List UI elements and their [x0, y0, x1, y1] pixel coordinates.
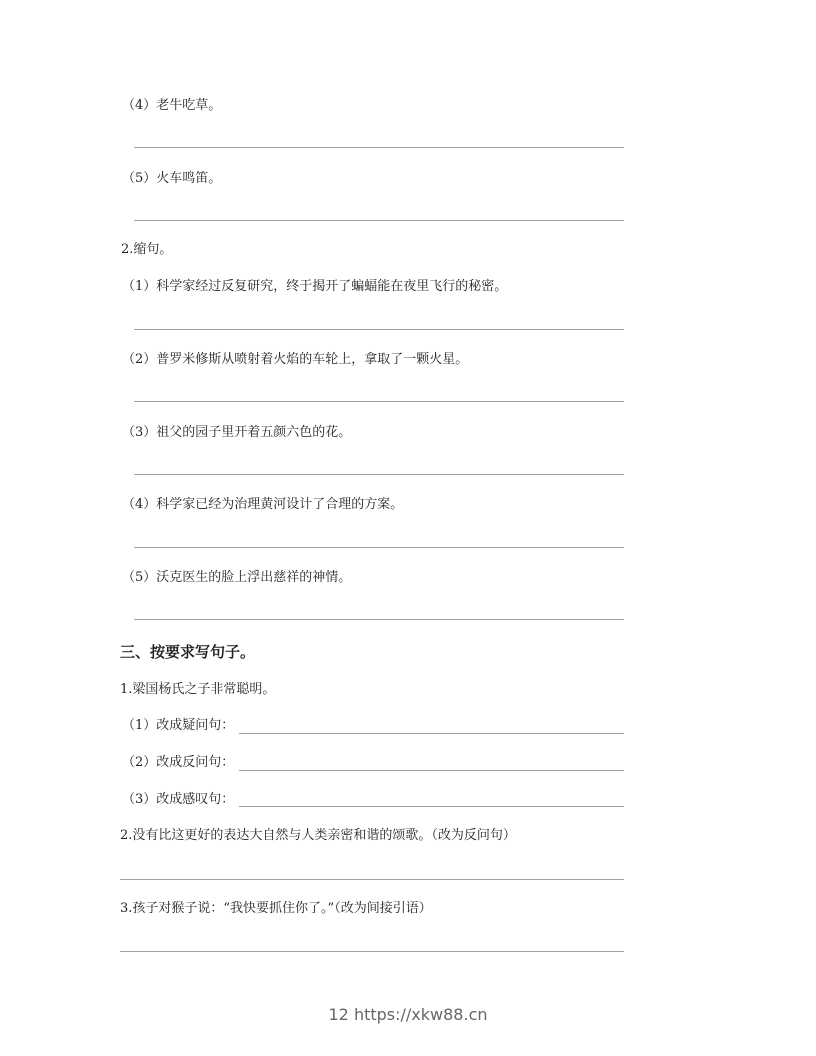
answer-line[interactable]: [134, 329, 624, 330]
sub-question-2: （2）改成反问句：: [122, 755, 235, 770]
shorten-item-1: （1）科学家经过反复研究，终于揭开了蝙蝠能在夜里飞行的秘密。: [122, 279, 508, 294]
answer-line[interactable]: [134, 619, 624, 620]
section-heading: 三、按要求写句子。: [120, 643, 256, 661]
shorten-item-2: （2）普罗米修斯从喷射着火焰的车轮上，拿取了一颗火星。: [122, 352, 469, 367]
answer-line[interactable]: [134, 401, 624, 402]
question-3: 3.孩子对猴子说：“我快要抓住你了。”（改为间接引语）: [120, 901, 432, 916]
answer-line[interactable]: [120, 951, 624, 952]
item-train: （5）火车鸣笛。: [122, 171, 222, 186]
shorten-item-5: （5）沃克医生的脸上浮出慈祥的神情。: [122, 570, 352, 585]
answer-line[interactable]: [120, 879, 624, 880]
answer-line[interactable]: [239, 770, 624, 771]
shorten-item-4: （4）科学家已经为治理黄河设计了合理的方案。: [122, 497, 404, 512]
question-2: 2.没有比这更好的表达大自然与人类亲密和谐的颂歌。（改为反问句）: [120, 828, 516, 843]
item-old-cow: （4）老牛吃草。: [122, 98, 222, 113]
answer-line[interactable]: [239, 806, 624, 807]
answer-line[interactable]: [134, 220, 624, 221]
answer-line[interactable]: [134, 147, 624, 148]
answer-line[interactable]: [134, 547, 624, 548]
answer-line[interactable]: [239, 733, 624, 734]
page-footer: 12 https://xkw88.cn: [328, 1005, 488, 1024]
question-1: 1.梁国杨氏之子非常聪明。: [120, 682, 276, 697]
question-title: 2.缩句。: [121, 242, 173, 257]
answer-line[interactable]: [134, 474, 624, 475]
sub-question-3: （3）改成感叹句：: [122, 792, 235, 807]
shorten-item-3: （3）祖父的园子里开着五颜六色的花。: [122, 425, 352, 440]
sub-question-1: （1）改成疑问句：: [122, 718, 235, 733]
